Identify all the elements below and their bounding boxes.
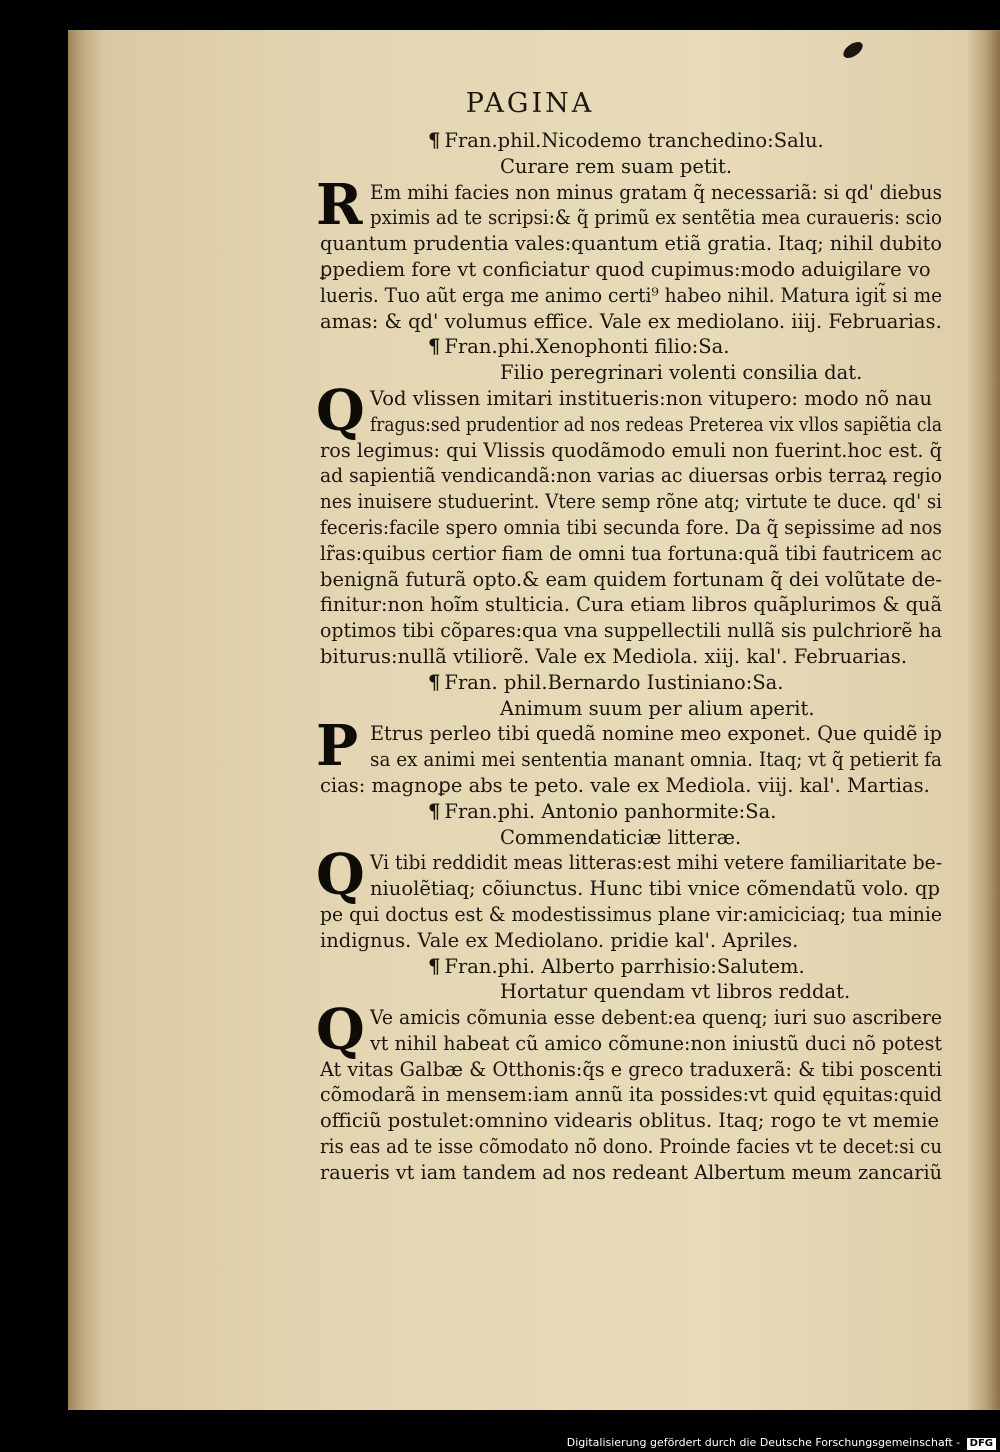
letter-body [316, 377, 942, 670]
drop-cap: R [316, 171, 363, 238]
letter-subject: Curare rem suam petit. [500, 154, 733, 178]
letter-heading-text: Fran.phil.Nicodemo tranchedino:Salu. [444, 129, 824, 152]
dfg-logo: DFG [967, 1438, 996, 1450]
text-line: ꝑpediem fore vt conficiatur quod cupimus:modo aduigilare vo [320, 257, 931, 281]
text-line: vt nihil habeat cũ amico cõmune:non iniustũ duci nõ potest [370, 1031, 942, 1055]
text-line: indignus. Vale ex Mediolano. pridie kal'. Apriles. [320, 928, 799, 952]
pilcrow-icon: ¶ [428, 335, 441, 359]
text-line: biturus:nullã vtiliorẽ. Vale ex Mediola. xiij. kal'. Februarias. [320, 644, 908, 668]
pilcrow-icon: ¶ [428, 799, 441, 823]
drop-cap: Q [316, 842, 365, 909]
text-line: ris eas ad te isse cõmodato nõ dono. Proinde facies vt te decet:si cu [320, 1135, 942, 1159]
letter-subject: Filio peregrinari volenti consilia dat. [500, 361, 863, 385]
letter-heading [320, 954, 942, 980]
letter-body [316, 842, 942, 953]
text-line: amas: & qd' volumus effice. Vale ex mediolano. iiij. Februarias. [320, 309, 942, 333]
pilcrow-icon: ¶ [428, 954, 441, 978]
text-line: Etrus perleo tibi quedã nomine meo exponet. Que quidẽ ip [370, 722, 942, 746]
text-line: pe qui doctus est & modestissimus plane vir:amiciciaq; tua minie [320, 902, 942, 926]
text-line: fragus:sed prudentior ad nos redeas Preterea vix vllos sapiẽtia cla [370, 412, 942, 436]
letter-heading-text: Fran.phi. Alberto parrhisio:Salutem. [444, 954, 805, 978]
page-gutter-shadow [68, 30, 98, 1410]
text-line: lueris. Tuo aũt erga me animo certi⁹ habeo nihil. Matura igit̃ si me [320, 283, 942, 307]
text-line: At vitas Galbæ & Otthonis:q̃s e greco traduxerã: & tibi poscenti [320, 1057, 942, 1081]
letters-body [316, 128, 942, 1186]
letter-heading [320, 799, 942, 825]
letter-heading [320, 670, 942, 696]
footer-text: Digitalisierung gefördert durch die Deutsche Forschungsgemeinschaft - [566, 1436, 961, 1449]
text-line: pximis ad te scripsi:& q̃ primũ ex sentẽtia mea curaueris: scio [370, 206, 942, 230]
text-line: Ve amicis cõmunia esse debent:ea quenq; iuri suo ascribere [370, 1006, 942, 1030]
text-line: nes inuisere studuerint. Vtere semp rõne atq; virtute te duce. qd' si [320, 490, 942, 514]
drop-cap: P [316, 713, 359, 780]
drop-cap: Q [316, 997, 365, 1064]
text-line: cias: magnoꝑe abs te peto. vale ex Mediola. viij. kal'. Martias. [320, 773, 930, 797]
letter-heading-text: Fran.phi. Antonio panhormite:Sa. [444, 799, 777, 823]
letter-subject: Commendaticiæ litteræ. [500, 825, 742, 849]
text-line: feceris:facile spero omnia tibi secunda fore. Da q̃ sepissime ad nos [320, 515, 942, 539]
letter-body [316, 997, 942, 1186]
text-line: lr̃as:quibus certior fiam de omni tua fortuna:quã tibi fautricem ac [320, 541, 942, 565]
letter-body [316, 171, 942, 335]
text-line: ad sapientiã vendicandã:non varias ac diuersas orbis terraꝝ regio [320, 464, 942, 488]
drop-cap: Q [316, 377, 365, 444]
letter-heading [320, 128, 942, 154]
text-line: officiũ postulet:omnino videaris oblitus. Itaq; rogo te vt memie [320, 1109, 940, 1133]
text-line: Vod vlissen imitari institueris:non vitupero: modo nõ nau [370, 386, 933, 410]
text-line: quantum prudentia vales:quantum etiã gratia. Itaq; nihil dubito [320, 232, 942, 256]
text-line: raueris vt iam tandem ad nos redeant Albertum meum zancariũ [320, 1160, 942, 1184]
text-line: sa ex animi mei sententia manant omnia. Itaq; vt q̃ petierit fa [370, 748, 942, 772]
text-line: cõmodarã in mensem:iam annũ ita possides:vt quid ęquitas:quid [320, 1083, 942, 1107]
pilcrow-icon: ¶ [428, 129, 441, 152]
text-line: ros legimus: qui Vlissis quodãmodo emuli non fuerint.hoc est. q̃ [320, 438, 942, 462]
text-line: niuolẽtiaq; cõiunctus. Hunc tibi vnice cõmendatũ volo. qp [370, 877, 940, 901]
letter-heading-text: Fran.phi.Xenophonti filio:Sa. [444, 335, 730, 359]
letter-body [316, 713, 942, 798]
letter-subject: Animum suum per alium aperit. [500, 696, 815, 720]
page-fore-edge [966, 30, 1000, 1410]
page-header: PAGINA [465, 88, 595, 119]
letter-subject: Hortatur quendam vt libros reddat. [500, 980, 851, 1004]
text-line: Vi tibi reddidit meas litteras:est mihi vetere familiaritate be- [370, 851, 942, 875]
text-line: Em mihi facies non minus gratam q̃ necessariã: si qd' diebus [370, 180, 942, 204]
text-line: optimos tibi cõpares:qua vna suppellectili nullã sis pulchriorẽ ha [320, 619, 942, 643]
text-line: benignã futurã opto.& eam quidem fortunam q̃ dei volũtate de- [320, 567, 942, 591]
text-line: finitur:non hoĩm stulticia. Cura etiam libros quãplurimos & quã [320, 593, 942, 617]
letter-heading-text: Fran. phil.Bernardo Iustiniano:Sa. [444, 670, 784, 694]
footer-credit [0, 1434, 1000, 1452]
pilcrow-icon: ¶ [428, 670, 441, 694]
letter-heading [320, 334, 942, 360]
